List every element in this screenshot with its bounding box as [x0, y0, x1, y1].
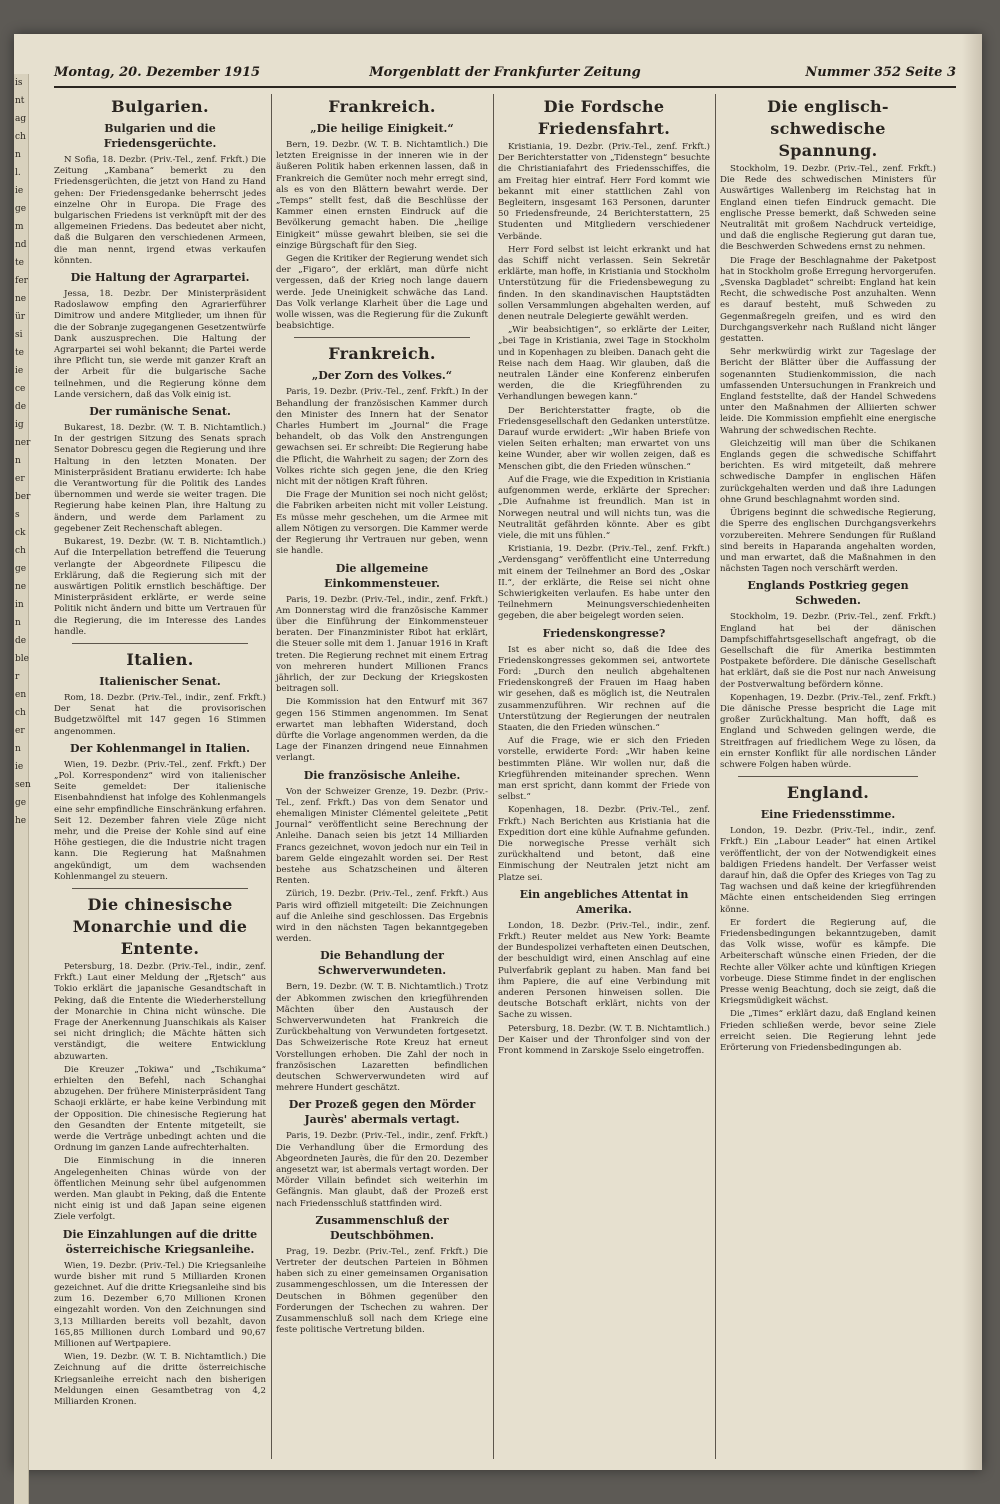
article-paragraph: Die „Times“ erklärt dazu, daß England keinen Frieden schließen werde, bevor seine Ziele erreicht seien. Die Regierung lehnt jede Erörterung von Friedensbedingungen ab.	[720, 1009, 936, 1054]
article-paragraph: Der Berichterstatter fragte, ob die Friedensgesellschaft den Gedanken unterstütze. Darauf wurde erwidert: „Wir haben Briefe von vielen Seiten erhalten; man erwartet von uns keine Wunder, aber wir wollen zeigen, daß es Menschen gibt, die den Frieden wünschen.“	[498, 405, 710, 472]
issue-date: Montag, 20. Dezember 1915	[54, 65, 261, 80]
article-paragraph: Die Kommission hat den Entwurf mit 367 gegen 156 Stimmen angenommen. Im Senat erwartet man lebhaften Widerstand, doch dürfte die Vorlage angenommen werden, da die Lage der Finanzen dringend neue Einnahmen verlangt.	[276, 697, 488, 764]
article-paragraph: Prag, 19. Dezbr. (Priv.-Tel., zenf. Frkft.) Die Vertreter der deutschen Parteien in Böhmen haben sich zu einer gemeinsamen Organisation zusammengeschlossen, um die Interessen der Deutschen in Böhmen gegenüber den Forderungen der Tschechen zu wahren. Der Zusammenschluß soll nach dem Kriege eine feste politische Vertretung bilden.	[276, 1246, 488, 1336]
fragment-text: m	[15, 222, 24, 232]
fragment-text: te	[15, 258, 24, 268]
section-divider	[738, 776, 918, 777]
fragment-text: ber	[15, 492, 31, 502]
article-paragraph: Bern, 19. Dezbr. (W. T. B. Nichtamtlich.) Trotz der Abkommen zwischen den kriegführenden Mächten über den Austausch der Schwerverwundeten hat Frankreich die Zurückbehaltung von Verwundeten fortgesetzt. Das Schweizerische Rote Kreuz hat erneut Vorstellungen erhoben. Die Zahl der noch in französischen Lazaretten befindlichen deutschen Schwerverwundeten wird auf mehrere Hundert geschätzt.	[276, 982, 488, 1094]
article-paragraph: London, 18. Dezbr. (Priv.-Tel., indir., zenf. Frkft.) Reuter meldet aus New York: Beamte der Bundespolizei verhafteten einen Deutschen, der beschuldigt wird, einen Anschlag auf eine Pulverfabrik geplant zu haben. Man fand bei ihm Papiere, die auf eine Verbindung mit anderen Personen hinweisen sollen. Die deutsche Botschaft erklärt, nichts von der Sache zu wissen.	[498, 920, 710, 1021]
fragment-text: si	[15, 330, 23, 340]
newspaper-page	[14, 34, 982, 1470]
fragment-text: ür	[15, 312, 26, 322]
article-headline: Englands Postkrieg gegen Schweden.	[747, 579, 909, 608]
article-headline: Die französische Anleihe.	[303, 768, 461, 782]
fragment-text: ie	[15, 762, 24, 772]
issue-number: Nummer 352 Seite 3	[805, 65, 956, 80]
article-headline: „Die heilige Einigkeit.“	[310, 122, 454, 135]
fragment-text: ck	[15, 528, 26, 538]
article-paragraph: Auf die Frage, wie er sich den Frieden vorstelle, erwiderte Ford: „Wir haben keine bestimmten Pläne. Wir wollen nur, daß die Kriegführenden miteinander sprechen. Wenn man erst spricht, dann kommt der Friede von selbst.“	[498, 736, 710, 803]
article-paragraph: Die Kreuzer „Tokiwa“ und „Tschikuma“ erhielten den Befehl, nach Schanghai abzugehen. Der frühere Ministerpräsident Tang Schaoji erklärte, er habe keine Verbindung mit der Opposition. Die chinesische Regierung hat den Gesandten der Entente mitgeteilt, sie werde die Verträge unbedingt achten und die Ordnung im ganzen Lande aufrechterhalten.	[54, 1064, 266, 1154]
article-paragraph: Petersburg, 18. Dezbr. (Priv.-Tel., indir., zenf. Frkft.) Laut einer Meldung der „Rjetsch“ aus Tokio erklärt die japanische Gesandtschaft in Peking, daß die Entente die Wiederherstellung der Monarchie in China nicht wünsche. Die Frage der Anerkennung Juanschikais als Kaiser sei nicht dringlich; die Mächte hätten sich verständigt, die weitere Entwicklung abzuwarten.	[54, 961, 266, 1062]
article-paragraph: Stockholm, 19. Dezbr. (Priv.-Tel., zenf. Frkft.) Die Rede des schwedischen Ministers für Auswärtiges Wallenberg im Reichstag hat in England einen tiefen Eindruck gemacht. Die englische Presse bemerkt, daß Schweden seine Neutralität mit großem Nachdruck verteidige, und daß die englische Regierung gut daran tue, die Beschwerden Schwedens ernst zu nehmen.	[720, 164, 936, 253]
article-headline: Der Kohlenmangel in Italien.	[70, 741, 250, 755]
section-divider	[72, 643, 248, 644]
fragment-text: n	[15, 744, 21, 754]
column-3	[498, 94, 710, 1459]
fragment-text: de	[15, 402, 27, 412]
fragment-text: en	[15, 690, 27, 700]
article-paragraph: Gegen die Kritiker der Regierung wendet sich der „Figaro“, der erklärt, man dürfe nicht vergessen, daß der Krieg noch lange dauern werde. Jede Uneinigkeit schwäche das Land. Das Volk verlange Klarheit über die Lage und wolle wissen, was die Regierung für die Zukunft beabsichtige.	[276, 254, 488, 332]
article-paragraph: N Sofia, 18. Dezbr. (Priv.-Tel., zenf. Frkft.) Die Zeitung „Kambana“ bemerkt zu den Friedensgerüchten, die jetzt von Hand zu Hand gehen: Der Friedensgedanke beherrscht jedes einzelne Ohr in Europa. Die Frage des bulgarischen Friedens ist verknüpft mit der des allgemeinen Friedens. Das bedeutet aber nicht, daß die Bulgaren den verschiedenen Armeen, die man nennt, irgend etwas verkaufen könnten.	[54, 155, 266, 266]
section-heading: Die chinesische Monarchie und die Entente.	[72, 894, 248, 958]
fragment-text: ge	[15, 564, 27, 574]
article-paragraph: Bukarest, 19. Dezbr. (W. T. B. Nichtamtlich.) Auf die Interpellation betreffend die Teuerung verlangte der Abgeordnete Filipescu die Erklärung, daß die Regierung sich mit der auswärtigen Politik ernstlich beschäftige. Der Ministerpräsident erklärte, er werde seine Politik nicht ändern und bitte um Vertrauen für die Regierung, die im Interesse des Landes handle.	[54, 537, 266, 637]
section-divider	[72, 888, 248, 889]
article-paragraph: Petersburg, 18. Dezbr. (W. T. B. Nichtamtlich.) Der Kaiser und der Thronfolger sind von der Front kommend in Zarskoje Sselo eingetroffen.	[498, 1023, 710, 1057]
column-rule	[493, 94, 494, 1459]
column-2	[276, 94, 488, 1459]
fragment-text: ag	[15, 114, 27, 124]
fragment-text: he	[15, 816, 27, 826]
article-headline: Italienischer Senat.	[99, 674, 221, 688]
section-heading: Bulgarien.	[111, 97, 209, 116]
column-1	[54, 94, 266, 1459]
fragment-text: n	[15, 150, 21, 160]
page-edge-shadow	[962, 34, 982, 1470]
article-paragraph: Wien, 19. Dezbr. (W. T. B. Nichtamtlich.) Die Zeichnung auf die dritte österreichische Kriegsanleihe erreicht nach den bisherigen Meldungen einen Gesamtbetrag von 4,2 Milliarden Kronen.	[54, 1352, 266, 1408]
column-rule	[715, 94, 716, 1459]
section-heading: Italien.	[126, 649, 194, 669]
fragment-text: sen	[15, 780, 31, 790]
article-paragraph: Bern, 19. Dezbr. (W. T. B. Nichtamtlich.) Die letzten Ereignisse in der inneren wie in der äußeren Politik haben erkennen lassen, daß in Frankreich die Gemüter noch mehr erregt sind, als es von den Blättern bewahrt werde. Der „Temps“ stellt fest, daß die Beschlüsse der Kammer einen ernsten Eindruck auf die Bevölkerung gemacht haben. Die „heilige Einigkeit“ müsse gewahrt bleiben, sie sei die einzige Bürgschaft für den Sieg.	[276, 140, 488, 251]
section-heading: Frankreich.	[328, 344, 436, 364]
article-headline: Eine Friedensstimme.	[760, 808, 896, 822]
fragment-text: ne	[15, 294, 27, 304]
fragment-text: ch	[15, 546, 26, 556]
fragment-text: ge	[15, 204, 27, 214]
section-divider	[294, 337, 470, 338]
fragment-text: ce	[15, 384, 26, 394]
fragment-text: er	[15, 726, 25, 736]
fragment-text: ig	[15, 420, 24, 430]
article-paragraph: Paris, 19. Dezbr. (Priv.-Tel., indir., zenf. Frkft.) Am Donnerstag wird die französische Kammer über die Einführung der Einkommensteuer beraten. Der Finanzminister Ribot hat erklärt, die Steuer solle mit dem 1. Januar 1916 in Kraft treten. Die Regierung rechnet mit einem Ertrag von mehreren hundert Millionen Francs jährlich, der zur Deckung der Kriegskosten beitragen soll.	[276, 594, 488, 695]
article-paragraph: Gleichzeitig will man über die Schikanen Englands gegen die schwedische Schiffahrt berichten. Es wird mitgeteilt, daß mehrere schwedische Dampfer in englischen Häfen zurückgehalten werden und daß ihre Ladungen ohne Grund beschlagnahmt worden sind.	[720, 438, 936, 505]
article-headline: Bulgarien und die Friedensgerüchte.	[103, 122, 217, 150]
article-paragraph: Kopenhagen, 18. Dezbr. (Priv.-Tel., zenf. Frkft.) Nach Berichten aus Kristiania hat die Expedition dort eine kühle Aufnahme gefunden. Die norwegische Presse verhält sich zurückhaltend und betont, daß eine Einmischung der Neutralen jetzt nicht am Platze sei.	[498, 805, 710, 883]
article-paragraph: Herr Ford selbst ist leicht erkrankt und hat das Schiff nicht verlassen. Sein Sekretär erklärte, man hoffe, in Kristiania und Stockholm Unterstützung für die Friedensbewegung zu finden. In den skandinavischen Hauptstädten sollen Versammlungen abgehalten werden, auf denen neutrale Delegierte gewählt werden.	[498, 244, 710, 323]
article-paragraph: Wien, 19. Dezbr. (Priv.-Tel., zenf. Frkft.) Der „Pol. Korrespondenz“ wird von italienischer Seite gemeldet: Der italienische Eisenbahndienst hat infolge des Kohlenmangels eine sehr empfindliche Einschränkung erfahren. Seit 12. Dezember fahren viele Züge nicht mehr, und die Preise der Kohle sind auf eine Höhe gestiegen, die die Industrie nicht tragen kann. Die Regierung hat Maßnahmen angekündigt, um dem wachsenden Kohlenmangel zu steuern.	[54, 759, 266, 882]
article-paragraph: Er fordert die Regierung auf, die Friedensbedingungen bekanntzugeben, damit das Volk wisse, wofür es kämpfe. Die Arbeiterschaft wünsche einen Frieden, der die Rechte aller Völker achte und künftigen Kriegen vorbeuge. Diese Stimme findet in der englischen Presse wenig Beachtung, doch sie zeigt, daß die Kriegsmüdigkeit wächst.	[720, 917, 936, 1007]
fragment-text: er	[15, 474, 25, 484]
fragment-text: te	[15, 348, 24, 358]
article-paragraph: Kristiania, 19. Dezbr. (Priv.-Tel., zenf. Frkft.) Der Berichterstatter von „Tidenstegn“ besuchte die Christianiafahrt des Friedensschiffes, die am Freitag hier eintraf. Herr Ford kommt wie bekannt mit einer stattlichen Zahl von Begleitern, insgesamt 163 Personen, darunter 50 Friedensfreunde, 24 Berichterstattern, 25 Studenten und Mitgliedern verschiedener Verbände.	[498, 142, 710, 242]
section-heading: England.	[786, 783, 870, 803]
article-paragraph: Wien, 19. Dezbr. (Priv.-Tel.) Die Kriegsanleihe wurde bisher mit rund 5 Milliarden Kronen gezeichnet. Auf die dritte Kriegsanleihe sind bis zum 16. Dezember 6,70 Millionen Kronen eingezahlt worden. Von den Zeichnungen sind 3,13 Milliarden bereits voll bezahlt, davon 165,85 Millionen durch Lombard und 90,67 Millionen auf Wertpapiere.	[54, 1260, 266, 1350]
adjacent-page-fragment	[14, 74, 29, 1504]
article-paragraph: Paris, 19. Dezbr. (Priv.-Tel., indir., zenf. Frkft.) Die Verhandlung über die Ermordung des Abgeordneten Jaurès, die für den 20. Dezember angesetzt war, ist abermals vertagt worden. Der Mörder Villain befindet sich weiterhin im Gefängnis. Man glaubt, daß der Prozeß erst nach Friedensschluß stattfinden wird.	[276, 1131, 488, 1209]
fragment-text: ner	[15, 438, 31, 448]
fragment-text: ne	[15, 582, 27, 592]
column-4	[720, 94, 936, 1459]
fragment-text: ie	[15, 366, 24, 376]
article-headline: Die Einzahlungen auf die dritte österreichische Kriegsanleihe.	[62, 1227, 258, 1256]
article-paragraph: Sehr merkwürdig wirkt zur Tageslage der Bericht der Blätter über die Auffassung der sogenannten Studienkommission, die nach umfassenden Untersuchungen in Frankreich und England feststellte, daß der Handel Schwedens unter den Maßnahmen der Alliierten schwer leide. Die Kommission empfiehlt eine energische Wahrung der schwedischen Rechte.	[720, 347, 936, 436]
fragment-text: r	[15, 672, 20, 682]
article-paragraph: Die Einmischung in die inneren Angelegenheiten Chinas würde von der öffentlichen Meinung sehr übel aufgenommen werden. Man glaubt in Peking, daß die Entente nicht einig ist und daß Japan seine eigenen Ziele verfolgt.	[54, 1156, 266, 1223]
article-paragraph: Zürich, 19. Dezbr. (Priv.-Tel., zenf. Frkft.) Aus Paris wird offiziell mitgeteilt: Die Zeichnungen auf die Anleihe sind geschlossen. Das Ergebnis wird in den nächsten Tagen bekanntgegeben werden.	[276, 889, 488, 945]
fragment-text: ble	[15, 654, 29, 664]
column-rule	[271, 94, 272, 1459]
article-paragraph: Paris, 19. Dezbr. (Priv.-Tel., zenf. Frkft.) In der Behandlung der französischen Kammer durch den Minister des Innern hat der Senator Charles Humbert im „Journal“ die Frage behandelt, ob das Volk den Anstrengungen gewachsen sei. Er schreibt: Die Regierung habe die Pflicht, die Wahrheit zu sagen; der Zorn des Volkes richte sich gegen jene, die den Krieg nicht mit der nötigen Kraft führen.	[276, 387, 488, 488]
article-paragraph: Jessa, 18. Dezbr. Der Ministerpräsident Radoslawow empfing den Agrarierführer Dimitrow und andere Mitglieder, um ihnen für die der Sobranje zugegangenen Gesetzentwürfe Dank auszusprechen. Die Haltung der Agrarpartei sei wohl bekannt; die Partei werde ihre Pflicht tun, sie werde mit ganzer Kraft an der Arbeit für die bulgarische Sache teilnehmen, und die Regierung könne dem Lande versichern, daß das Volk einig ist.	[54, 289, 266, 400]
fragment-text: s	[15, 510, 20, 520]
article-paragraph: Rom, 18. Dezbr. (Priv.-Tel., indir., zenf. Frkft.) Der Senat hat die provisorischen Budgetzwölftel mit 147 gegen 16 Stimmen angenommen.	[54, 692, 266, 737]
section-heading: Die Fordsche Friedensfahrt.	[537, 97, 671, 138]
masthead	[54, 62, 956, 88]
fragment-text: fer	[15, 276, 28, 286]
article-headline: Die allgemeine Einkommensteuer.	[324, 561, 440, 590]
fragment-text: ge	[15, 798, 27, 808]
fragment-text: in	[15, 600, 24, 610]
article-headline: Die Behandlung der Schwerverwundeten.	[317, 949, 447, 978]
article-paragraph: Die Frage der Munition sei noch nicht gelöst; die Fabriken arbeiten nicht mit voller Leistung. Es müsse mehr geschehen, um die Armee mit allem Nötigen zu versorgen. Die Kammer werde der Regierung ihr Vertrauen nur geben, wenn sie handle.	[276, 490, 488, 557]
article-paragraph: Ist es aber nicht so, daß die Idee des Friedenskongresses gekommen sei, antwortete Ford: „Durch den neulich abgehaltenen Friedenskongreß der Frauen im Haag haben wir gesehen, daß es möglich ist, die Neutralen zusammenzuführen. Wir rechnen auf die Unterstützung der Regierungen der neutralen Staaten, die den Frieden wünschen.“	[498, 644, 710, 733]
article-paragraph: Stockholm, 19. Dezbr. (Priv.-Tel., zenf. Frkft.) England hat bei der dänischen Dampfschiffahrtsgesellschaft angefragt, ob die Gesellschaft die für Amerika bestimmten Postpakete befördere. Die dänische Gesellschaft hat erklärt, daß sie die Post nur nach Anweisung der Postverwaltung befördern könne.	[720, 612, 936, 690]
fragment-text: is	[15, 78, 23, 88]
article-paragraph: Übrigens beginnt die schwedische Regierung, die Sperre des englischen Durchgangsverkehrs vorzubereiten. Mehrere Sendungen für Rußland sind bereits in Haparanda angehalten worden, und man erwartet, daß die Maßnahmen in den nächsten Tagen noch verschärft werden.	[720, 508, 936, 575]
article-paragraph: Von der Schweizer Grenze, 19. Dezbr. (Priv.-Tel., zenf. Frkft.) Das von dem Senator und ehemaligen Minister Clémentel geleitete „Petit Journal“ veröffentlicht seine Berechnung der Anleihe. Danach seien bis jetzt 14 Milliarden Francs gezeichnet, wovon jedoch nur ein Teil in barem Gelde eingezahlt worden sei. Der Rest bestehe aus Schatzscheinen und älteren Renten.	[276, 786, 488, 887]
article-paragraph: Kopenhagen, 19. Dezbr. (Priv.-Tel., zenf. Frkft.) Die dänische Presse bespricht die Lage mit großer Zurückhaltung. Man hofft, daß es England und Schweden gelingen werde, die Streitfragen auf friedlichem Wege zu lösen, da ein ernster Konflikt für alle nordischen Länder schwere Folgen haben würde.	[720, 692, 936, 770]
article-paragraph: Die Frage der Beschlagnahme der Paketpost hat in Stockholm große Erregung hervorgerufen. „Svenska Dagbladet“ schreibt: England hat kein Recht, die schwedische Post anzuhalten. Wenn es darauf besteht, muß Schweden zu Gegenmaßregeln greifen, und es wird den Durchgangsverkehr nach Rußland nicht länger gestatten.	[720, 255, 936, 345]
article-headline: Der Prozeß gegen den Mörder Jaurès' abermals vertagt.	[288, 1098, 476, 1127]
section-heading: Die englisch-schwedische Spannung.	[767, 97, 889, 160]
article-paragraph: London, 19. Dezbr. (Priv.-Tel., indir., zenf. Frkft.) Ein „Labour Leader“ hat einen Artikel veröffentlicht, der von der Notwendigkeit eines baldigen Friedens handelt. Der Verfasser weist darauf hin, daß die Opfer des Krieges von Tag zu Tag wachsen und daß keine der kriegführenden Mächte einen entscheidenden Sieg erringen könne.	[720, 826, 936, 915]
article-paragraph: Bukarest, 18. Dezbr. (W. T. B. Nichtamtlich.) In der gestrigen Sitzung des Senats sprach Senator Dobrescu gegen die Regierung und ihre Haltung in den letzten Monaten. Der Ministerpräsident Bratianu erwiderte: Ich habe die Verantwortung für die Politik des Landes übernommen und werde sie weiter tragen. Die Regierung habe keinen Plan, ihre Haltung zu ändern, und werde dem Parlament zu gegebener Zeit Rechenschaft ablegen.	[54, 423, 266, 534]
fragment-text: de	[15, 636, 27, 646]
article-headline: Ein angebliches Attentat in Amerika.	[519, 887, 689, 916]
fragment-text: ch	[15, 132, 26, 142]
article-paragraph: Kristiania, 19. Dezbr. (Priv.-Tel., zenf. Frkft.) „Verdensgang“ veröffentlicht eine Unterredung mit einem der Teilnehmer an Bord des „Oskar II.“, der erklärte, die Reise sei nicht ohne Schwierigkeiten verlaufen. Es habe unter den Teilnehmern Meinungsverschiedenheiten gegeben, die aber beigelegt worden seien.	[498, 544, 710, 622]
article-headline: Friedenskongresse?	[542, 626, 666, 640]
article-headline: Der rumänische Senat.	[89, 405, 231, 419]
article-headline: Die Haltung der Agrarpartei.	[70, 271, 250, 285]
article-headline: Zusammenschluß der Deutschböhmen.	[315, 1213, 449, 1242]
fragment-text: nt	[15, 96, 25, 106]
article-headline: „Der Zorn des Volkes.“	[311, 369, 453, 383]
fragment-text: nd	[15, 240, 27, 250]
fragment-text: n	[15, 618, 21, 628]
fragment-text: ie	[15, 186, 24, 196]
paper-title: Morgenblatt der Frankfurter Zeitung	[369, 65, 641, 80]
article-paragraph: „Wir beabsichtigen“, so erklärte der Leiter, „bei Tage in Kristiania, zwei Tage in Stockholm und in Kopenhagen zu bleiben. Danach geht die Reise nach dem Haag. Wir glauben, daß die neutralen Länder eine Konferenz einberufen werden, die die Kriegführenden zu Verhandlungen bewegen kann.“	[498, 325, 710, 403]
fragment-text: l.	[15, 168, 21, 178]
section-heading: Frankreich.	[328, 97, 436, 116]
article-paragraph: Auf die Frage, wie die Expedition in Kristiania aufgenommen werde, erklärte der Sprecher: „Die Aufnahme ist freundlich. Man ist in Norwegen neutral und will nichts tun, was die Neutralität gefährden könnte. Aber es gibt viele, die mit uns fühlen.“	[498, 474, 710, 541]
fragment-text: ch	[15, 708, 26, 718]
fragment-text: n	[15, 456, 21, 466]
